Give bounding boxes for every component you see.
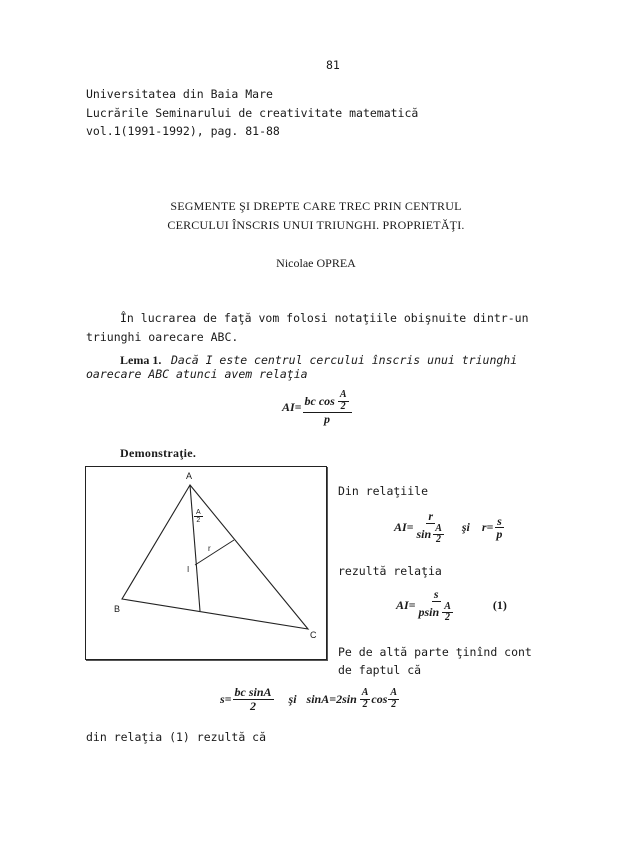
formula-main-half-den: 2: [340, 400, 346, 412]
header-proceedings: Lucrările Seminarului de creativitate matematică: [86, 106, 419, 120]
formula-1-lhs: AI=: [396, 598, 416, 613]
formula-r-den: p: [496, 527, 503, 542]
other-part-line1: Pe de altă parte ţinînd cont: [338, 645, 532, 659]
formula-1-den: psin: [418, 605, 440, 620]
formula-s-f1-num: A: [361, 687, 369, 699]
formula-a-half-num: A: [435, 522, 442, 534]
half-angle-num: A: [196, 509, 201, 516]
page-number: 81: [326, 58, 340, 72]
formula-s-f2-den: 2: [391, 698, 397, 710]
formula-s-f1-den: 2: [362, 698, 368, 710]
header-university: Universitatea din Baia Mare: [86, 87, 273, 101]
half-angle-label: [194, 509, 203, 525]
paper-title-line1: SEGMENTE ŞI DREPTE CARE TREC PRIN CENTRUL: [170, 199, 462, 213]
formula-a-lhs: AI=: [394, 520, 414, 535]
header-volume: vol.1(1991-1992), pag. 81-88: [86, 124, 280, 138]
demonstration-label: Demonstraţie.: [120, 446, 197, 460]
formula-s-lhs: s=: [220, 691, 232, 706]
lemma-statement: Dacă I este centrul cercului înscris unui triunghi: [170, 353, 518, 367]
formula-main-den: p: [324, 412, 331, 426]
formula-a-den: sin: [416, 527, 432, 542]
triangle-abc: [122, 485, 308, 629]
formula-main-lhs: AI=: [282, 400, 302, 415]
lemma-line1: [120, 349, 517, 368]
vertex-a-label: A: [186, 471, 193, 481]
intro-line1: În lucrarea de faţă vom folosi notaţiile obişnuite dintr-un: [120, 311, 529, 325]
result-relation-text: rezultă relaţia: [338, 564, 442, 578]
incenter-label: I: [187, 565, 190, 574]
lemma-label: Lema 1.: [120, 353, 162, 367]
formula-main-num: bc cos: [304, 393, 335, 408]
formula-s-f2-num: A: [390, 687, 398, 699]
formula-a-half-den: 2: [436, 534, 442, 546]
triangle-figure: [85, 466, 327, 660]
intro-line2: triunghi oarecare ABC.: [86, 330, 239, 344]
formula-s-connector: şi: [288, 691, 297, 706]
formula-1-num: s: [433, 587, 439, 601]
vertex-c-label: C: [310, 630, 317, 640]
vertex-b-label: B: [114, 604, 121, 614]
formula-a-connector: şi: [461, 520, 470, 535]
formula-1-half-num: A: [444, 600, 451, 612]
formula-1: [396, 588, 507, 624]
formula-1-half-den: 2: [445, 612, 451, 624]
paper-title-line2: CERCULUI ÎNSCRIS UNUI TRIUNGHI. PROPRIETĂŢI.: [167, 218, 465, 232]
inradius-segment: [195, 540, 234, 565]
lemma-line2: oarecare ABC atunci avem relaţia: [86, 367, 308, 381]
formula-s-den: 2: [250, 698, 257, 713]
radius-label: r: [208, 544, 211, 553]
formula-main-half-num: A: [339, 389, 347, 400]
formula-ai-r: [394, 510, 505, 546]
formula-r-lhs: r=: [481, 520, 494, 535]
author-name: Nicolae OPREA: [276, 256, 356, 270]
formula-a-num: r: [428, 509, 434, 523]
formula-s-rhs2: cos: [371, 691, 388, 706]
formula-s-num: bc sinA: [234, 685, 272, 699]
formula-s: [220, 686, 400, 712]
formula-1-tag: (1): [492, 598, 507, 613]
triangle-diagram: [86, 467, 326, 659]
half-angle-den: 2: [196, 517, 201, 525]
formula-r-num: s: [497, 513, 502, 528]
formula-main: [282, 390, 353, 426]
final-line: din relaţia (1) rezultă că: [86, 730, 267, 744]
formula-s-rhs1: sinA=2sin: [306, 691, 357, 706]
from-relations-text: Din relaţiile: [338, 484, 429, 498]
bisector-ai: [190, 485, 200, 611]
other-part-line2: de faptul că: [338, 663, 422, 677]
